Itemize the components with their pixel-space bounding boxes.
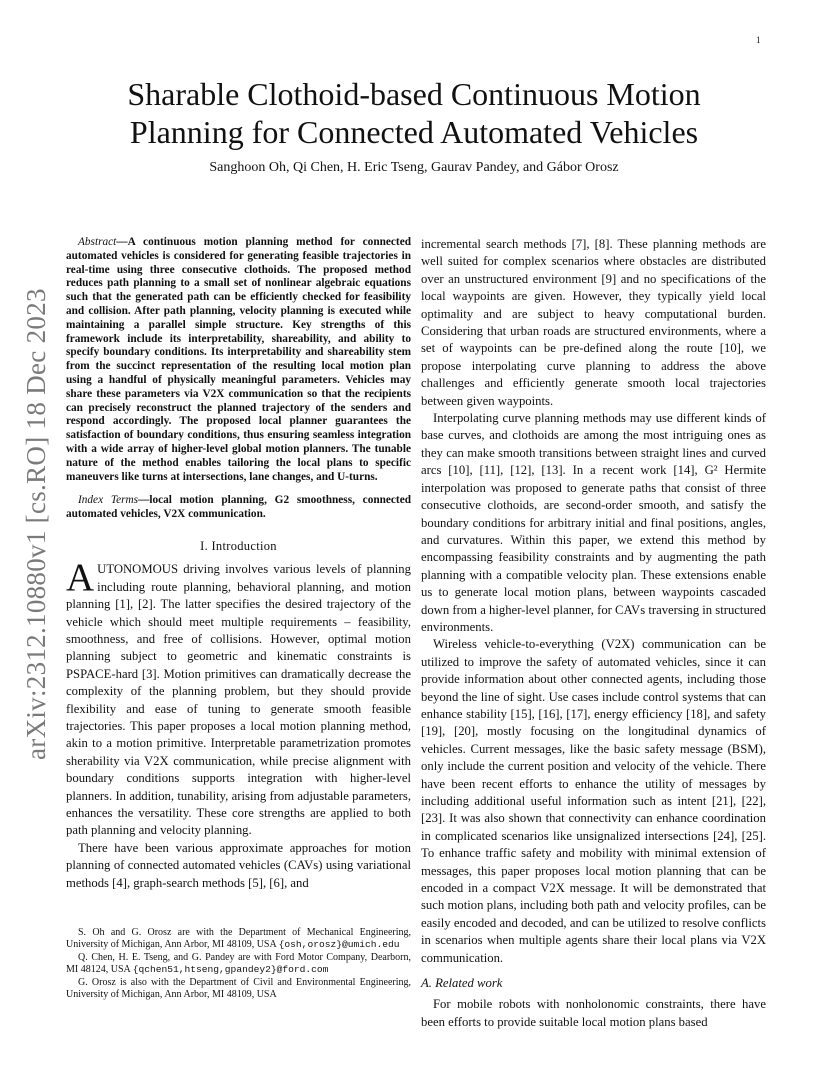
footnotes (66, 927, 411, 1001)
abstract-lead: Abstract (78, 236, 117, 248)
title-line-2: Planning for Connected Automated Vehicles (129, 114, 699, 150)
intro-paragraph-2: There have been various approximate approaches for motion planning of connected automated vehicles (CAVs) using variational methods [4], graph-search methods [5], [6], and (66, 840, 411, 890)
subsection-heading-related-work: A. Related work (421, 976, 503, 991)
right-column (421, 236, 766, 1031)
intro-paragraph-1 (66, 556, 411, 840)
abstract (66, 236, 411, 484)
right-paragraph-4: For mobile robots with nonholonomic constraints, there have been efforts to provide suitable local motion plans based (421, 997, 766, 1029)
abstract-text: —A continuous motion planning method for connected automated vehicles is considered for generating feasible trajectories in real-time using three consecutive clothoids. The proposed method reduces path planning to a small set of nonlinear algebraic equations such that the generated path can be efficiently checked for feasibility and collision. After path planning, velocity planning is executed while maintaining a parallel simple structure. Key strengths of this framework include its interpretability, shareability, and ability to specify boundary conditions. Its interpretability and shareability stem from the succinct representation of the resulting local motion plan using a handful of physically meaningful parameters. Vehicles may share these parameters via V2X communication so that the recipients can precisely reconstruct the planned trajectory of the senders and respond accordingly. The proposed local planner guarantees the satisfaction of boundary conditions, thus ensuring seamless integration with a wide array of higher-level global motion planners. The tunable nature of the method enables tailoring the local plans to specific maneuvers like turns at intersections, lane changes, and U-turns. (66, 236, 411, 483)
left-column (66, 236, 411, 892)
index-terms-lead: Index Terms (78, 494, 139, 507)
section-heading-introduction: I. Introduction (200, 538, 277, 553)
footnote-2-email[interactable]: {qchen51,htseng,gpandey2}@ford.com (132, 964, 329, 976)
footnote-3: G. Orosz is also with the Department of Civil and Environmental Engineering, University of Michigan, Ann Arbor, MI 48109, USA (66, 976, 411, 1001)
paper-title (66, 75, 762, 151)
drop-cap: A (66, 556, 95, 600)
arxiv-stamp: arXiv:2312.10880v1 [cs.RO] 18 Dec 2023 (20, 288, 51, 760)
index-terms (66, 494, 411, 522)
title-line-1: Sharable Clothoid-based Continuous Motion (127, 76, 701, 112)
author-list: Sanghoon Oh, Qi Chen, H. Eric Tseng, Gaurav Pandey, and Gábor Orosz (209, 160, 619, 175)
page-number: 1 (756, 35, 761, 45)
intro-paragraph-1-text: UTONOMOUS driving involves various levels of planning including route planning, behavioral planning, and motion planning [1], [2]. The latter specifies the desired trajectory of the vehicle which should meet multiple requirements – feasibility, smoothness, and free of collisions. However, optimal motion planning subject to geometric and kinematic constraints is PSPACE-hard [3]. Motion primitives can dramatically decrease the complexity of the planning problem, but they should provide flexibility and ease of tuning to generate smooth feasible trajectories. This paper proposes a local motion planning method, akin to a motion primitive. Interpretable parametrization promotes sherability via V2X communication, while precise alignment with boundary conditions supports integration with higher-level planners. In addition, tunability, arising from adjustable parameters, enhances the versatility. These core strengths are applied to both path planning and velocity planning. (66, 562, 411, 838)
index-terms-text: —local motion planning, G2 smoothness, connected automated vehicles, V2X communication. (66, 494, 411, 521)
footnote-1 (66, 927, 411, 952)
footnote-1-text: S. Oh and G. Orosz are with the Department of Mechanical Engineering, University of Michigan, Ann Arbor, MI 48109, USA (66, 927, 411, 951)
right-paragraph-3: Wireless vehicle-to-everything (V2X) communication can be utilized to improve the safety of automated vehicles, since it can provide information about other connected agents, including those beyond the line of sight. Use cases include control systems that can enhance stability [15], [16], [17], energy efficiency [18], and safety [19], [20], mostly focusing on the longitudinal dynamics of vehicles. Current messages, like the basic safety message (BSM), only include the current position and velocity of the vehicle. There have been recent efforts to enhance the utility of messages by including additional useful information such as intent [21], [22], [23]. It was also shown that connectivity can enhance coordination in complicated scenarios like unsignalized intersections [24], [25]. To enhance traffic safety and mobility with minimal extension of messages, this paper proposes local motion planning that can be encoded in a compact V2X message. It will be demonstrated that such motion plans, including both path and velocity profiles, can be easily encoded and decoded, and can be utilized to resolve conflicts in scenarios when multiple agents share their local plans via V2X communication. (421, 637, 766, 965)
footnote-2 (66, 952, 411, 977)
footnote-2-text: Q. Chen, H. E. Tseng, and G. Pandey are with Ford Motor Company, Dearborn, MI 48124, USA (66, 951, 411, 976)
right-paragraph-2: Interpolating curve planning methods may use different kinds of base curves, and clothoids are among the most intriguing ones as they can make smooth transitions between straight lines and curved arcs [10], [11], [12], [13]. In a recent work [14], G² Hermite interpolation was proposed to generate paths that consist of three consecutive clothoids, are second-order smooth, and satisfy the boundary conditions for arbitrary initial and final positions, angles, and curvatures. Within this paper, we extend this method by encompassing feasibility constraints and by augmenting the path planning with a compatible velocity plan. These extensions enable us to generate local motion plans, between waypoints cascaded down from a higher-level planner, for CAVs traversing in structured environments. (421, 411, 766, 634)
right-paragraph-1: incremental search methods [7], [8]. These planning methods are well suited for complex scenarios where obstacles are distributed over an unstructured environment [9] and no specifications of the local waypoints are given. However, they typically yield local optimality and are subject to heavy computational burden. Considering that urban roads are structured environments, where a set of waypoints can be pre-defined along the route [10], we propose interpolating curve planning to address the above challenges and efficiently generate smooth local trajectories between given waypoints. (421, 237, 766, 408)
footnote-1-email[interactable]: {osh,orosz}@umich.edu (278, 939, 400, 951)
